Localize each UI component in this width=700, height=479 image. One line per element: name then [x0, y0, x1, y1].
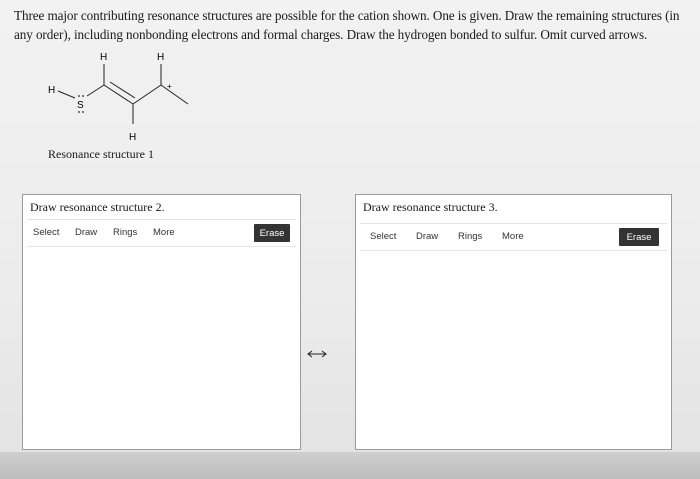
- h-top-right-label: H: [157, 52, 165, 63]
- bottom-shadow: [0, 452, 700, 479]
- h-top-left-label: H: [100, 52, 108, 63]
- resonance-structure-1-drawing: [30, 46, 210, 146]
- drawing-toolbar: [27, 219, 296, 247]
- panel-title: Draw resonance structure 3.: [363, 200, 498, 214]
- more-tool[interactable]: More: [153, 227, 175, 238]
- h-bottom-label: H: [129, 132, 137, 143]
- draw-panel-structure-3[interactable]: [355, 194, 672, 450]
- bond-c3-c4: [161, 85, 188, 104]
- lone-pair-dot: [82, 95, 84, 97]
- more-tool[interactable]: More: [502, 231, 524, 242]
- resonance-structure-1-caption: Resonance structure 1: [48, 147, 154, 161]
- rings-tool[interactable]: Rings: [458, 231, 483, 242]
- bond-s-h: [58, 91, 75, 98]
- select-tool[interactable]: Select: [33, 227, 60, 238]
- bond-c2-c3: [133, 85, 161, 104]
- drawing-canvas[interactable]: [360, 251, 667, 445]
- bond-c1-c2-double: [110, 82, 135, 98]
- question-text: Three major contributing resonance structures are possible for the cation shown. One is given. Draw the remaining structures (in any order), including nonbonding electrons and formal charges. Draw the hydrogen bonded to sulfur. Omit curved arrows.: [14, 8, 680, 42]
- bond-s-c1: [87, 85, 104, 96]
- draw-panel-structure-2[interactable]: [22, 194, 301, 450]
- lone-pair-dot: [78, 111, 80, 113]
- draw-tool[interactable]: Draw: [416, 231, 439, 242]
- sulfur-label: S: [77, 100, 84, 111]
- select-tool[interactable]: Select: [370, 231, 397, 242]
- erase-button[interactable]: Erase: [619, 228, 659, 246]
- draw-tool[interactable]: Draw: [75, 227, 98, 238]
- drawing-toolbar: [360, 223, 667, 251]
- resonance-arrow-icon: [306, 348, 328, 360]
- panel-title: Draw resonance structure 2.: [30, 200, 165, 214]
- rings-tool[interactable]: Rings: [113, 227, 138, 238]
- lone-pair-dot: [82, 111, 84, 113]
- charge-label: +: [167, 82, 172, 91]
- lone-pair-dot: [78, 95, 80, 97]
- h-left-label: H: [48, 85, 56, 96]
- drawing-canvas[interactable]: [27, 247, 296, 445]
- erase-button[interactable]: Erase: [254, 224, 290, 242]
